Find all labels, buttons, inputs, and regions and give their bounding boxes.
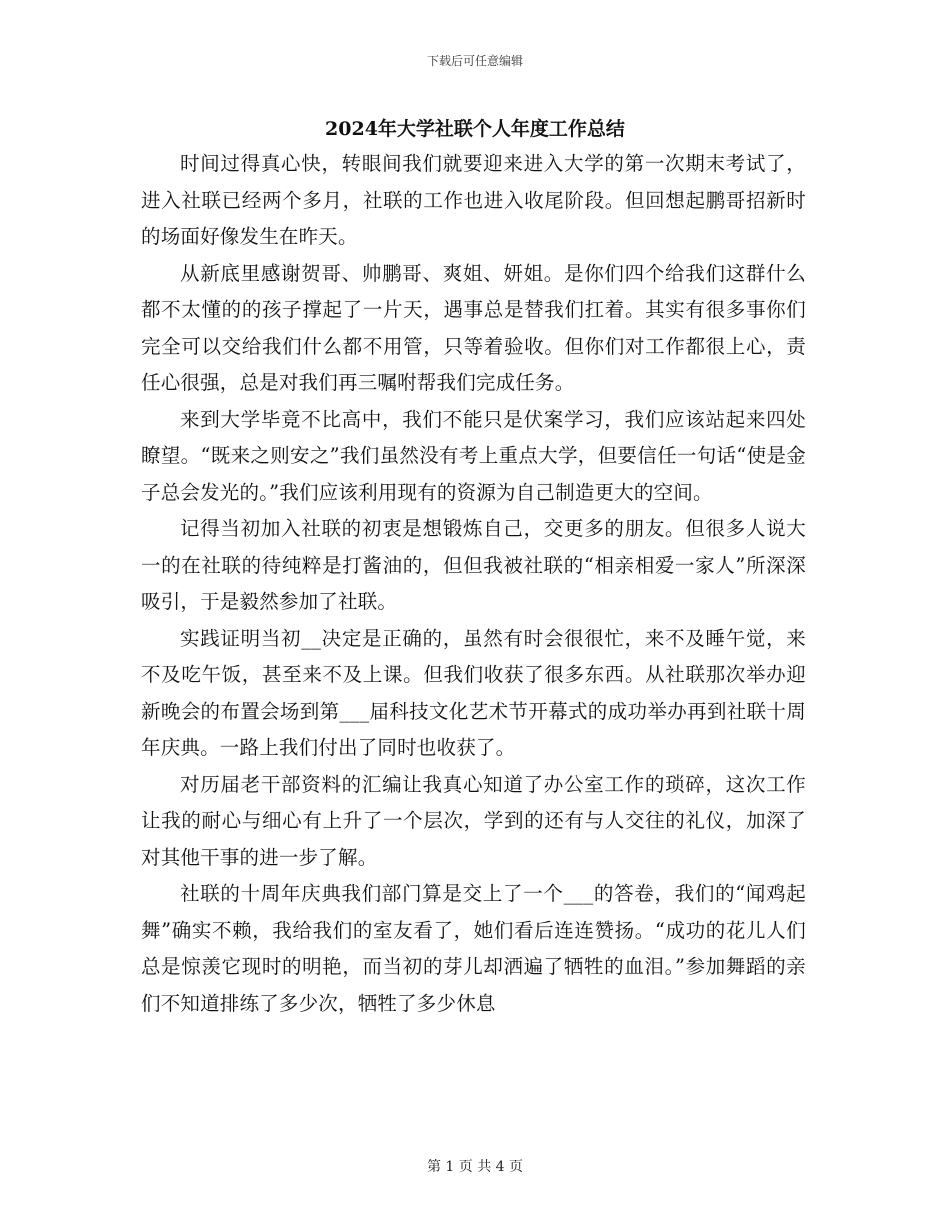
document-title: 2024年大学社联个人年度工作总结 (325, 118, 625, 140)
paragraph-2: 从新底里感谢贺哥、帅鹏哥、爽姐、妍姐。是你们四个给我们这群什么都不太懂的的孩子撑起了一片天，遇事总是替我们扛着。其实有很多事你们完全可以交给我们什么都不用管，只等着验收。但你们对工作都很上心，责任心很强，总是对我们再三嘱咐帮我们完成任务。 (141, 261, 806, 394)
paragraph-5: 实践证明当初__决定是正确的，虽然有时会很很忙，来不及睡午觉，来不及吃午饭，甚至来不及上课。但我们收获了很多东西。从社联那次举办迎新晚会的布置会场到第___届科技文化艺术节开幕式的成功举办再到社联十周年庆典。一路上我们付出了同时也收获了。 (141, 626, 806, 759)
paragraph-7: 社联的十周年庆典我们部门算是交上了一个___的答卷，我们的“闻鸡起舞”确实不赖，我给我们的室友看了，她们看后连连赞扬。“成功的花儿人们总是惊羡它现时的明艳，而当初的芽儿却洒遍了牺牲的血泪。”参加舞蹈的亲们不知道排练了多少次，牺牲了多少休息 (141, 882, 806, 1015)
paragraph-4: 记得当初加入社联的初衷是想锻炼自己，交更多的朋友。但很多人说大一的在社联的待纯粹是打酱油的，但但我被社联的“相亲相爱一家人”所深深吸引，于是毅然参加了社联。 (141, 517, 806, 613)
page-header-note: 下载后可任意编辑 (426, 54, 523, 68)
paragraph-1: 时间过得真心快，转眼间我们就要迎来进入大学的第一次期末考试了，进入社联已经两个多月，社联的工作也进入收尾阶段。但回想起鹏哥招新时的场面好像发生在昨天。 (141, 152, 806, 248)
page-number-footer: 第 1 页 共 4 页 (426, 1159, 524, 1175)
document-body (141, 146, 806, 1022)
paragraph-6: 对历届老干部资料的汇编让我真心知道了办公室工作的琐碎，这次工作让我的耐心与细心有上升了一个层次，学到的还有与人交往的礼仪，加深了对其他干事的进一步了解。 (141, 772, 806, 869)
paragraph-3: 来到大学毕竟不比高中，我们不能只是伏案学习，我们应该站起来四处瞭望。“既来之则安之”我们虽然没有考上重点大学，但要信任一句话“使是金子总会发光的。”我们应该利用现有的资源为自己制造更大的空间。 (141, 407, 806, 504)
